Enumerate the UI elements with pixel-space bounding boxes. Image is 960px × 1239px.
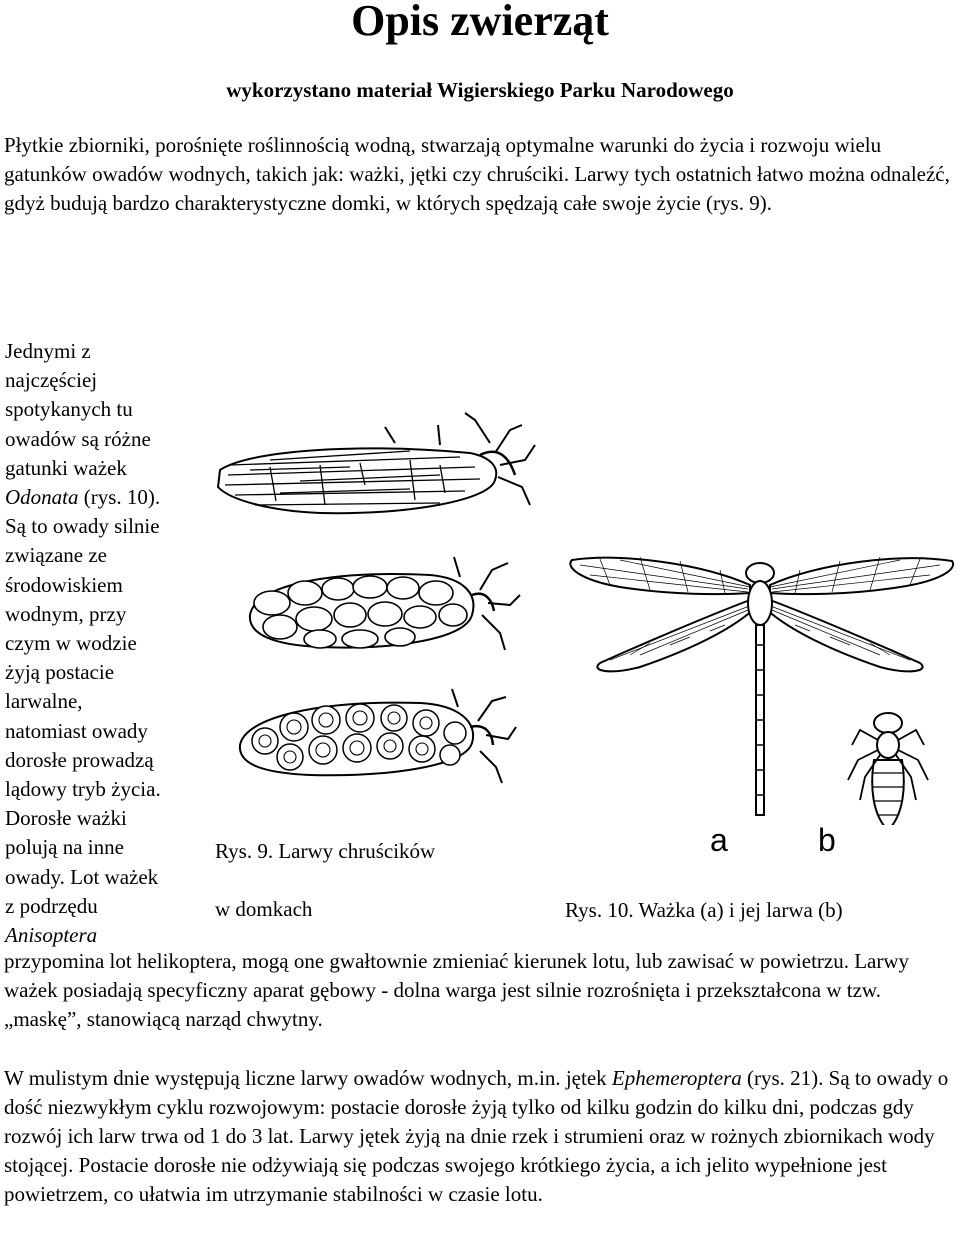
odonata-term: Odonata bbox=[5, 485, 79, 510]
mayfly-paragraph bbox=[4, 1064, 954, 1209]
dragonfly-larva-illustration bbox=[848, 713, 928, 825]
mayfly-text-after: (rys. 21). Są to owady o dość niezwykłym cyklu rozwojowym: postacie dorosłe żyją tylko od kilku godzin do kilku dni, podczas gdy rozwój ich larw trwa od 1 do 3 lat. Larwy jętek żyją na dnie rzek i strumieni oraz w rożnych zbiornikach wody stojącej. Postacie dorosłe nie odżywiają się podczas swojego krótkiego życia, a ich jelito wypełnione jest powietrzem, co ułatwia im utrzymanie stabilności w czasie lotu. bbox=[4, 1066, 949, 1206]
column-line: polują na inne bbox=[5, 835, 124, 860]
caddisfly-stick-case-illustration bbox=[218, 413, 535, 513]
column-line: gatunki ważek bbox=[5, 455, 127, 480]
figure-10-caption: Rys. 10. Ważka (a) i jej larwa (b) bbox=[565, 898, 843, 922]
odonata-ref: (rys. 10). bbox=[78, 485, 161, 510]
figure-9-caption-line1: Rys. 9. Larwy chruścików bbox=[215, 839, 436, 863]
figure-10-label-b: b bbox=[818, 822, 836, 858]
column-line: z podrzędu bbox=[5, 893, 98, 918]
dragonfly-figure bbox=[560, 545, 960, 825]
column-line: Jednymi z bbox=[5, 339, 91, 363]
anisoptera-term: Anisoptera bbox=[5, 923, 98, 948]
column-line: spotykanych tu bbox=[5, 397, 133, 422]
column-line: żyją postacie bbox=[5, 660, 115, 685]
column-line: owady. Lot ważek bbox=[5, 864, 159, 889]
column-line bbox=[5, 921, 210, 950]
dragonfly-column bbox=[5, 337, 210, 950]
column-line: środowiskiem bbox=[5, 572, 123, 597]
column-line: Dorosłe ważki bbox=[5, 806, 127, 831]
column-line: najczęściej bbox=[5, 368, 98, 393]
caddisfly-stone-case-illustration bbox=[250, 557, 520, 650]
caddisfly-larvae-figure bbox=[210, 405, 540, 815]
column-line bbox=[5, 483, 210, 512]
figure-9-caption-line2: w domkach bbox=[215, 897, 313, 921]
column-line: larwalne, bbox=[5, 689, 83, 714]
column-line: związane ze bbox=[5, 543, 107, 568]
caddisfly-shell-case-illustration bbox=[240, 689, 516, 783]
column-line: Są to owady silnie bbox=[5, 514, 160, 539]
mayfly-text-before: W mulistym dnie występują liczne larwy owadów wodnych, m.in. jętek bbox=[4, 1066, 612, 1090]
figure-10-label-a: a bbox=[710, 822, 728, 858]
intro-paragraph: Płytkie zbiorniki, porośnięte roślinnością wodną, stwarzają optymalne warunki do życia i rozwoju wielu gatunków owadów wodnych, takich jak: ważki, jętki czy chruściki. Larwy tych ostatnich łatwo można odnaleźć, gdyż budują bardzo charakterystyczne domki, w których spędzają całe swoje życie (rys. 9). bbox=[4, 133, 950, 215]
ephemeroptera-term: Ephemeroptera bbox=[611, 1066, 742, 1090]
column-line: owadów są różne bbox=[5, 426, 151, 451]
column-line: lądowy tryb życia. bbox=[5, 777, 161, 802]
page-title: Opis zwierząt bbox=[351, 0, 609, 45]
page-subtitle: wykorzystano materiał Wigierskiego Parku Narodowego bbox=[226, 78, 734, 102]
column-line: wodnym, przy bbox=[5, 601, 127, 626]
column-line: czym w wodzie bbox=[5, 631, 137, 656]
column-line: natomiast owady bbox=[5, 718, 148, 743]
dragonfly-paragraph-continued: przypomina lot helikoptera, mogą one gwałtownie zmieniać kierunek lotu, lub zawisać w powietrzu. Larwy ważek posiadają specyficzny aparat gębowy - dolna warga jest silnie rozrośnięta i przekształcona w tzw. „maskę”, stanowiącą narząd chwytny. bbox=[4, 949, 910, 1031]
column-line: dorosłe prowadzą bbox=[5, 747, 154, 772]
